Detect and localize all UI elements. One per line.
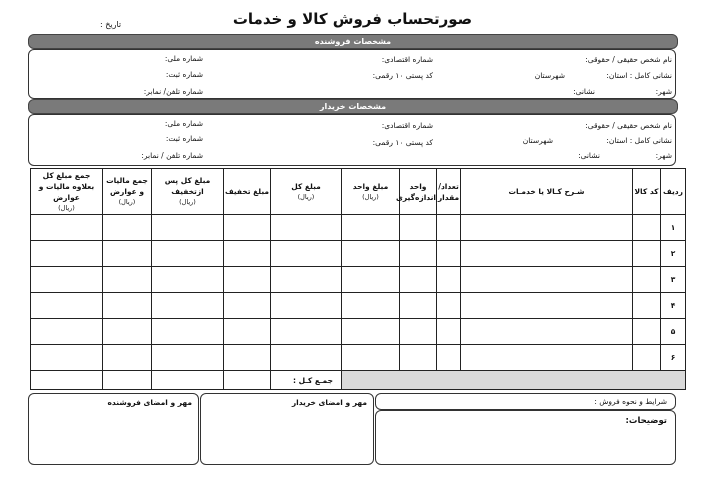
seller-signature-box[interactable] [28, 393, 199, 465]
table-header-row [31, 169, 686, 215]
seller-economic-code-label: شماره اقتصادی: [381, 55, 433, 64]
row-number: ۴ [661, 293, 686, 319]
row-number: ۳ [661, 267, 686, 293]
total-row [31, 371, 686, 390]
buyer-economic-code-label: شماره اقتصادی: [381, 121, 433, 130]
seller-postal-code-label: کد پستی ۱۰ رقمی: [372, 71, 433, 80]
terms-label: شرایط و نحوه فروش : [594, 397, 667, 406]
buyer-national-id-label: شماره ملی: [164, 119, 203, 128]
row-number: ۶ [661, 345, 686, 371]
table-row [31, 241, 686, 267]
seller-phone-label: شماره تلفن/ نمابر: [143, 87, 203, 96]
seller-section-header [28, 34, 678, 49]
buyer-address2-label: نشانی: [578, 151, 600, 160]
seller-name-label: نام شخص حقیقی / حقوقی: [585, 55, 672, 64]
col-tax-header: جمع مالیات و عوارض (ریال) [103, 169, 152, 215]
col-discount-header: مبلغ تخفیف [224, 169, 271, 215]
col-unit-price-header: مبلغ واحد (ریال) [342, 169, 400, 215]
notes-box[interactable] [375, 410, 676, 465]
seller-signature-label: مهر و امضای فروشنده [107, 398, 192, 407]
total-cell[interactable] [103, 371, 152, 390]
col-desc-header: شـرح کـالا یا خدمـات [461, 169, 633, 215]
buyer-section-header [28, 99, 678, 114]
total-cell[interactable] [224, 371, 271, 390]
date-label: تاریخ : [100, 20, 122, 29]
buyer-phone-label: شماره تلفن / نمابر: [141, 151, 203, 160]
seller-registration-label: شماره ثبت: [165, 70, 203, 79]
col-row-header: ردیف [661, 169, 686, 215]
col-unit-header: واحد اندازه‌گیری [400, 169, 437, 215]
page-title: صورتحساب فروش کالا و خدمات [232, 10, 473, 28]
col-grand-header: جمع مبلغ کل بعلاوه مالیات و عوارض (ریال) [31, 169, 103, 215]
buyer-address-label: نشانی کامل : استان: [606, 136, 672, 145]
total-cell[interactable] [31, 371, 103, 390]
buyer-registration-label: شماره ثبت: [165, 134, 203, 143]
notes-label: توضیحات: [625, 416, 667, 426]
buyer-signature-label: مهر و امضای خریدار [291, 398, 367, 407]
row-number: ۲ [661, 241, 686, 267]
seller-town-label: شهر: [655, 87, 672, 96]
buyer-name-label: نام شخص حقیقی / حقوقی: [585, 121, 672, 130]
terms-box[interactable] [375, 393, 676, 410]
items-table [30, 168, 686, 390]
row-number: ۱ [661, 215, 686, 241]
col-total-header: مبلغ کل (ریال) [271, 169, 342, 215]
row-number: ۵ [661, 319, 686, 345]
col-code-header: کد کالا [633, 169, 661, 215]
buyer-city-label: شهرستان [522, 136, 553, 145]
table-row [31, 267, 686, 293]
seller-address2-label: نشانی: [573, 87, 595, 96]
buyer-signature-box[interactable] [200, 393, 374, 465]
table-row [31, 319, 686, 345]
seller-address-label: نشانی کامل : استان: [606, 71, 672, 80]
seller-section-title: مشخصات فروشنده [314, 37, 392, 46]
buyer-town-label: شهر: [655, 151, 672, 160]
buyer-postal-code-label: کد پستی ۱۰ رقمی: [372, 138, 433, 147]
total-cell[interactable] [152, 371, 224, 390]
col-qty-header: تعداد/ مقدار [437, 169, 461, 215]
seller-national-id-label: شماره ملی: [164, 54, 203, 63]
col-after-discount-header: مبلغ کل پس ازتخفیف (ریال) [152, 169, 224, 215]
buyer-section-title: مشخصات خریدار [319, 102, 387, 111]
total-row-shaded [342, 371, 686, 390]
table-row [31, 345, 686, 371]
seller-city-label: شهرستان [534, 71, 565, 80]
total-label: جمـع کـل : [271, 371, 342, 390]
table-row [31, 215, 686, 241]
table-row [31, 293, 686, 319]
